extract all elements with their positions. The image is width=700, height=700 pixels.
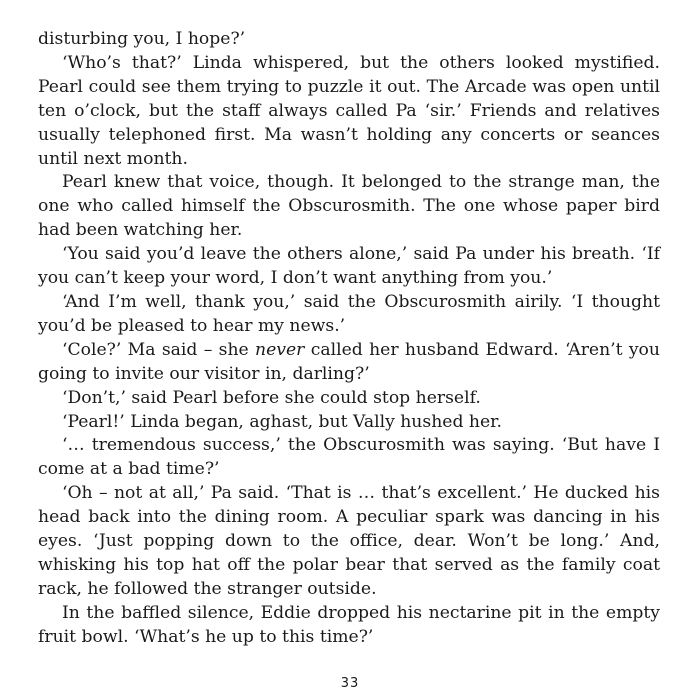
paragraph-6 <box>38 339 660 387</box>
paragraph-4: ‘You said you’d leave the others alone,’ said Pa under his breath. ‘If you can’t keep your word, I don’t want anything from you.’ <box>38 244 660 289</box>
paragraph-6-after: called her husband Edward. ‘Aren’t you going to invite our visitor in, darling?’ <box>38 339 660 384</box>
paragraph-2: ‘Who’s that?’ Linda whispered, but the others looked mystified. Pearl could see them trying to puzzle it out. The Arcade was open until ten o’clock, but the staff always called Pa ‘sir.’ Friends and relatives usually telephoned first. Ma wasn’t holding any concerts or seances until next month. <box>38 52 660 169</box>
paragraph-3: Pearl knew that voice, though. It belonged to the strange man, the one who called himself the Obscurosmith. The one whose paper bird had been watching her. <box>38 172 660 241</box>
paragraph-11: In the baffled silence, Eddie dropped his nectarine pit in the empty fruit bowl. ‘What’s he up to this time?’ <box>38 602 660 647</box>
page-number: 33 <box>340 676 360 691</box>
paragraph-8: ‘Pearl!’ Linda began, aghast, but Vally hushed her. <box>62 411 502 432</box>
paragraph-7: ‘Don’t,’ said Pearl before she could stop herself. <box>62 387 481 408</box>
body-text <box>38 28 660 650</box>
paragraph-1: disturbing you, I hope?’ <box>38 29 246 49</box>
paragraph-6-emphasis: never <box>255 339 305 360</box>
paragraph-9: ‘… tremendous success,’ the Obscurosmith was saying. ‘But have I come at a bad time?’ <box>38 435 660 480</box>
paragraph-6-before: ‘Cole?’ Ma said – she <box>62 339 256 360</box>
paragraph-10: ‘Oh – not at all,’ Pa said. ‘That is … that’s excellent.’ He ducked his head back into the dining room. A peculiar spark was dancing in his eyes. ‘Just popping down to the office, dear. Won’t be long.’ And, whisking his top hat off the polar bear that served as the family coat rack, he followed the stranger outside. <box>38 483 660 599</box>
paragraph-5: ‘And I’m well, thank you,’ said the Obscurosmith airily. ‘I thought you’d be pleased to hear my news.’ <box>38 291 660 336</box>
